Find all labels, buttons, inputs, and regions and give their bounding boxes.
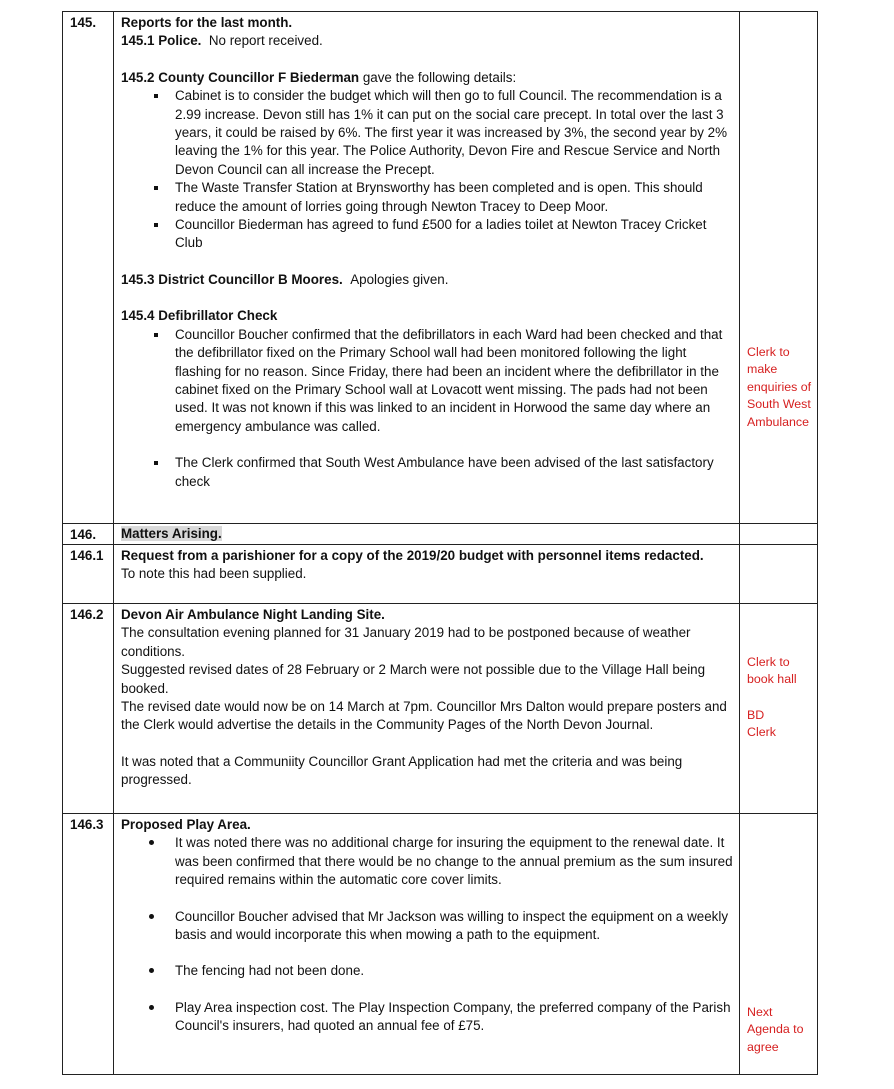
paragraph: It was noted that a Communiity Councillor Grant Application had met the criteria and was being progressed. xyxy=(121,753,683,788)
play-area-list xyxy=(121,834,733,1035)
minutes-row-146-1 xyxy=(62,544,818,603)
action-note: Clerk xyxy=(747,725,776,739)
item-title: Proposed Play Area. xyxy=(121,817,251,832)
item-content xyxy=(113,545,740,603)
item-number: 146. xyxy=(70,527,97,542)
item-content xyxy=(113,814,740,1074)
item-number: 146.3 xyxy=(70,817,104,832)
action-column xyxy=(740,604,816,813)
item-text: To note this had been supplied. xyxy=(121,566,307,582)
police-text: No report received. xyxy=(208,33,323,49)
minutes-row-145 xyxy=(62,11,818,523)
police-heading: 145.1 Police. xyxy=(121,33,202,49)
minutes-row-146-3 xyxy=(62,813,818,1075)
action-column xyxy=(740,12,816,523)
action-note: BD xyxy=(747,708,765,722)
item-title: Devon Air Ambulance Night Landing Site. xyxy=(121,607,385,622)
item-title: Request from a parishioner for a copy of the 2019/20 budget with personnel items redacted. xyxy=(121,548,704,563)
list-item: Councillor Boucher advised that Mr Jackson was willing to inspect the equipment on a weekly basis and would incorporate this when mowing a path to the equipment. xyxy=(121,908,733,945)
item-title: Reports for the last month. xyxy=(121,15,293,30)
paragraph: Suggested revised dates of 28 February or 2 March were not possible due to the Village Hall being booked. xyxy=(121,662,706,696)
list-item: It was noted there was no additional charge for insuring the equipment to the renewal date. It was been confirmed that there would be no change to the annual premium as the sum insured required remains within the automatic core cover limits. xyxy=(121,834,733,889)
district-text: Apologies given. xyxy=(350,271,449,287)
item-number: 146.2 xyxy=(70,607,104,622)
county-text: gave the following details: xyxy=(362,69,517,85)
minutes-table xyxy=(62,11,818,1075)
action-note: Next Agenda to agree xyxy=(747,1005,804,1054)
district-heading: 145.3 District Councillor B Moores. xyxy=(121,271,343,287)
police-report xyxy=(121,32,733,50)
minutes-row-146-2 xyxy=(62,603,818,813)
action-note: Clerk to make enquiries of South West Ambulance xyxy=(747,345,812,429)
action-column xyxy=(740,524,816,544)
list-item: The Waste Transfer Station at Brynsworthy has been completed and is open. This should reduce the amount of lorries going through Newton Tracey to Deep Moor. xyxy=(121,179,733,216)
county-list xyxy=(121,87,733,253)
minutes-row-146 xyxy=(62,523,818,544)
item-number: 145. xyxy=(70,15,97,30)
action-note: Clerk to book hall xyxy=(747,655,797,687)
county-heading: 145.2 County Councillor F Biederman xyxy=(121,69,360,85)
list-item: The fencing had not been done. xyxy=(121,962,733,980)
district-report xyxy=(121,271,733,289)
list-item: Cabinet is to consider the budget which will then go to full Council. The recommendation is a 2.99 increase. Devon still has 1% it can put on the social care precept. In total over the last 3 years, it could be raised by 6%. The first year it was increased by 3%, the second year by 2% leaving the 1% for this year. The Police Authority, Devon Fire and Rescue Service and North Devon Council can all increase the Precept. xyxy=(121,87,733,179)
defib-heading: 145.4 Defibrillator Check xyxy=(121,308,278,324)
list-item: The Clerk confirmed that South West Ambulance have been advised of the last satisfactory check xyxy=(121,454,733,491)
item-content xyxy=(113,12,740,523)
item-title: Matters Arising. xyxy=(121,526,222,541)
item-content xyxy=(113,604,740,813)
action-column xyxy=(740,814,816,1074)
item-content xyxy=(113,524,740,544)
county-report xyxy=(121,69,733,87)
paragraph: The consultation evening planned for 31 January 2019 had to be postponed because of weather conditions. xyxy=(121,625,691,659)
paragraph: The revised date would now be on 14 March at 7pm. Councillor Mrs Dalton would prepare posters and the Clerk would advertise the details in the Community Pages of the North Devon Journal. xyxy=(121,699,727,733)
list-item: Councillor Boucher confirmed that the defibrillators in each Ward had been checked and that the defibrillator fixed on the Primary School wall had been monitored following the light flashing for no reason. Since Friday, there had been an incident where the defibrillator in the cabinet fixed on the Primary School wall at Lovacott went missing. The pads had not been used. It was not known if this was linked to an incident in Horwood the same day where an emergency ambulance was called. xyxy=(121,326,733,436)
list-item: Play Area inspection cost. The Play Inspection Company, the preferred company of the Parish Council's insurers, had quoted an annual fee of £75. xyxy=(121,999,733,1036)
action-column xyxy=(740,545,816,603)
item-number: 146.1 xyxy=(70,548,104,563)
list-item: Councillor Biederman has agreed to fund £500 for a ladies toilet at Newton Tracey Cricket Club xyxy=(121,216,733,253)
defib-list xyxy=(121,326,733,491)
